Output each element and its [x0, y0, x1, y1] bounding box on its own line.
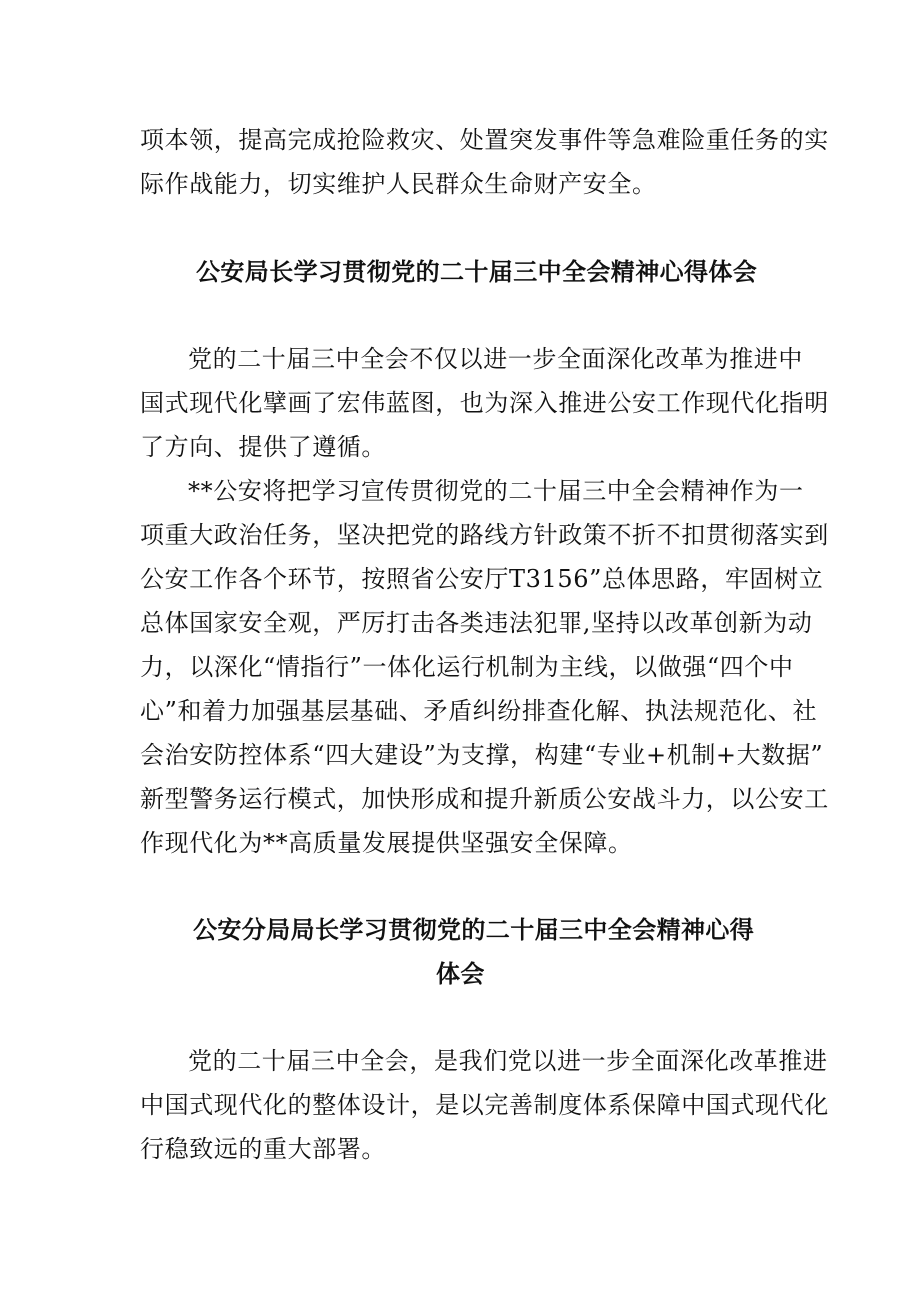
s1-p2-line-9: 作现代化为**高质量发展提供坚强安全保障。 — [140, 829, 633, 857]
s1-p1-line-1: 党的二十届三中全会不仅以进一步全面深化改革为推进中 — [188, 345, 803, 373]
s2-p1-line-3: 行稳致远的重大部署。 — [140, 1135, 386, 1163]
s1-p2-line-1: **公安将把学习宣传贯彻党的二十届三中全会精神作为一 — [188, 477, 804, 505]
section-2-title-line-1: 公安分局局长学习贯彻党的二十届三中全会精神心得 — [193, 915, 755, 944]
s1-p1-line-2: 国式现代化擘画了宏伟蓝图，也为深入推进公安工作现代化指明 — [140, 389, 829, 417]
s1-p2-line-7: 会治安防控体系“四大建设”为支撑，构建“专业+机制+大数据” — [140, 741, 824, 769]
s2-p1-line-1: 党的二十届三中全会，是我们党以进一步全面深化改革推进 — [188, 1047, 828, 1075]
s1-p1-line-3: 了方向、提供了遵循。 — [140, 433, 386, 461]
s1-p2-line-8: 新型警务运行模式，加快形成和提升新质公安战斗力，以公安工 — [140, 785, 829, 813]
s1-p2-line-5: 力，以深化“情指行”一体化运行机制为主线，以做强“四个中 — [140, 653, 794, 681]
s1-p2-line-4: 总体国家安全观，严厉打击各类违法犯罪,坚持以改革创新为动 — [140, 609, 813, 637]
s1-p2-line-3: 公安工作各个环节，按照省公安厅T3156”总体思路，牢固树立 — [140, 565, 824, 593]
s1-p2-line-6: 心”和着力加强基层基础、矛盾纠纷排查化解、执法规范化、社 — [140, 697, 818, 725]
s1-p2-line-2: 项重大政治任务，坚决把党的路线方针政策不折不扣贯彻落实到 — [140, 521, 829, 549]
section-1-title: 公安局长学习贯彻党的二十届三中全会精神心得体会 — [196, 257, 758, 286]
intro-line-1: 项本领，提高完成抢险救灾、处置突发事件等急难险重任务的实 — [140, 126, 829, 154]
s2-p1-line-2: 中国式现代化的整体设计，是以完善制度体系保障中国式现代化 — [140, 1091, 829, 1119]
intro-line-2: 际作战能力，切实维护人民群众生命财产安全。 — [140, 170, 657, 198]
section-2-title-line-2: 体会 — [436, 959, 485, 988]
